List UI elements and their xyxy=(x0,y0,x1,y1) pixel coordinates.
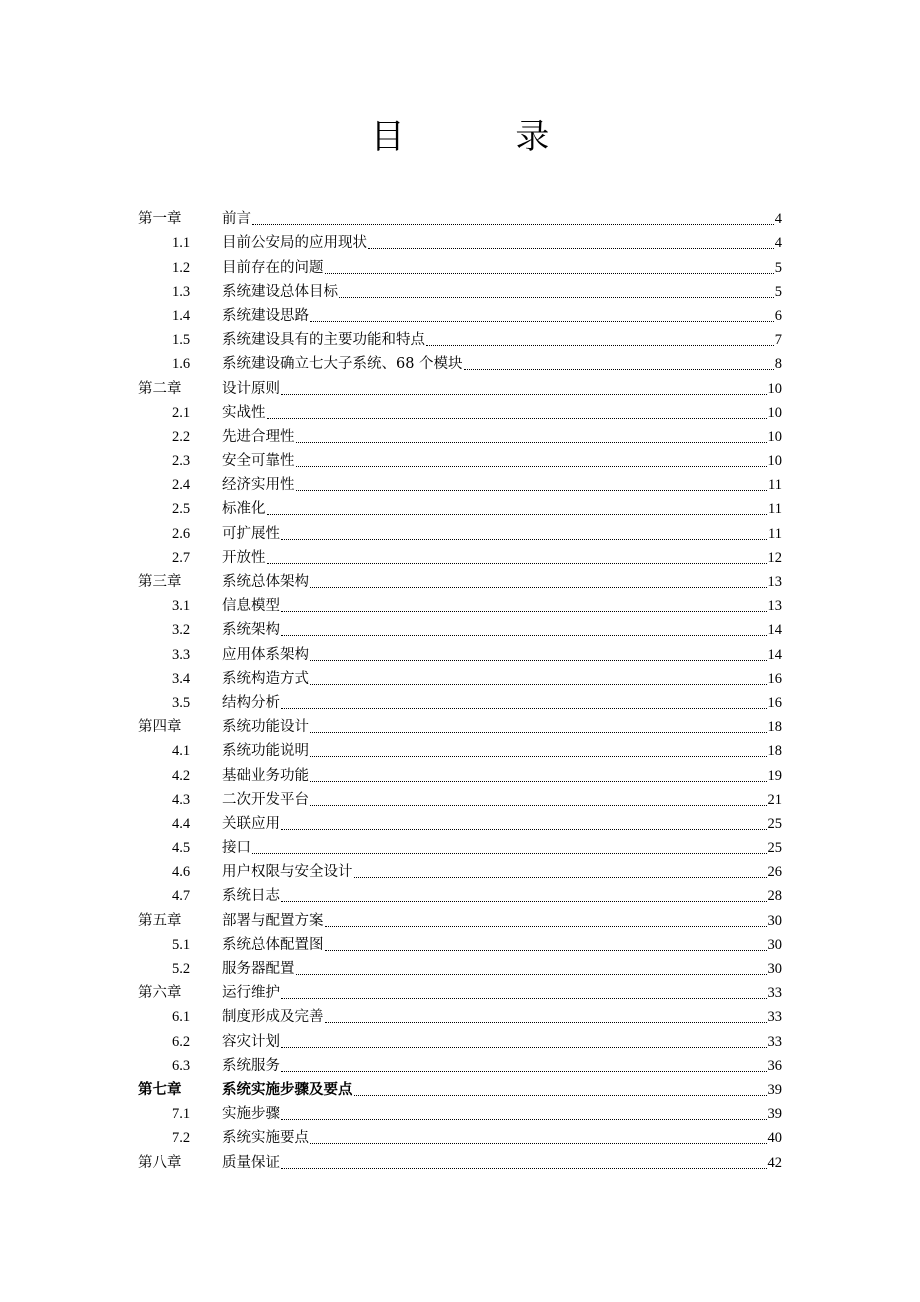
toc-section-entry[interactable] xyxy=(138,1054,782,1078)
toc-dot-leader xyxy=(281,611,767,612)
toc-section-entry[interactable] xyxy=(138,425,782,449)
toc-entry-title: 关联应用 xyxy=(222,815,280,832)
toc-entry-number: 2.5 xyxy=(172,501,191,518)
toc-dot-leader xyxy=(281,635,767,636)
toc-entry-page-number: 14 xyxy=(767,622,782,639)
toc-entry-number: 4.6 xyxy=(172,864,191,881)
toc-entry-number: 7.1 xyxy=(172,1106,191,1123)
toc-entry-number: 4.5 xyxy=(172,840,191,857)
toc-entry-number: 第一章 xyxy=(138,211,182,228)
toc-dot-leader xyxy=(296,442,767,443)
toc-section-entry[interactable] xyxy=(138,642,782,666)
toc-entry-page-number: 42 xyxy=(767,1154,782,1171)
toc-entry-title: 系统功能设计 xyxy=(222,719,309,736)
toc-entry-number: 2.2 xyxy=(172,428,191,445)
toc-entry-number: 2.6 xyxy=(172,525,191,542)
toc-section-entry[interactable] xyxy=(138,1102,782,1126)
toc-dot-leader xyxy=(310,1143,767,1144)
toc-entry-page-number: 19 xyxy=(767,767,782,784)
toc-entry-title: 质量保证 xyxy=(222,1154,280,1171)
toc-section-entry[interactable] xyxy=(138,957,782,981)
toc-entry-title: 信息模型 xyxy=(222,598,280,615)
toc-dot-leader xyxy=(325,950,767,951)
toc-entry-title: 标准化 xyxy=(222,501,266,518)
toc-entry-page-number: 18 xyxy=(767,719,782,736)
toc-entry-title: 系统服务 xyxy=(222,1057,280,1074)
toc-section-entry[interactable] xyxy=(138,304,782,328)
toc-dot-leader xyxy=(310,587,767,588)
toc-entry-title: 系统总体架构 xyxy=(222,574,309,590)
toc-dot-leader xyxy=(281,1071,767,1072)
toc-entry-number: 6.1 xyxy=(172,1009,191,1026)
toc-entry-title: 实战性 xyxy=(222,404,266,421)
toc-entry-title: 开放性 xyxy=(222,549,266,566)
toc-entry-page-number: 13 xyxy=(767,598,782,615)
toc-entry-page-number: 18 xyxy=(767,743,782,760)
toc-entry-page-number: 40 xyxy=(767,1130,782,1147)
toc-section-entry[interactable] xyxy=(138,401,782,425)
toc-entry-number: 1.6 xyxy=(172,356,191,373)
toc-section-entry[interactable] xyxy=(138,618,782,642)
toc-dot-leader xyxy=(267,514,768,515)
toc-entry-number: 1.5 xyxy=(172,332,191,349)
toc-entry-page-number: 28 xyxy=(767,888,782,905)
toc-section-entry[interactable] xyxy=(138,1126,782,1150)
toc-section-entry[interactable] xyxy=(138,1005,782,1029)
toc-entry-page-number: 33 xyxy=(767,1009,782,1026)
toc-entry-title: 先进合理性 xyxy=(222,428,295,445)
toc-dot-leader xyxy=(310,660,767,661)
toc-entry-page-number: 25 xyxy=(767,840,782,857)
toc-chapter-entry[interactable] xyxy=(138,1150,782,1174)
toc-entry-title: 系统实施步骤及要点 xyxy=(222,1080,353,1098)
toc-dot-leader xyxy=(310,684,767,685)
toc-entry-number: 6.2 xyxy=(172,1033,191,1050)
toc-entry-number: 1.2 xyxy=(172,259,191,276)
toc-dot-leader xyxy=(281,901,767,902)
toc-entry-title: 实施步骤 xyxy=(222,1106,280,1123)
toc-entry-number: 第八章 xyxy=(138,1154,182,1171)
toc-entry-title: 基础业务功能 xyxy=(222,767,309,784)
toc-entry-title: 结构分析 xyxy=(222,694,280,711)
toc-entry-title: 二次开发平台 xyxy=(222,791,309,808)
toc-entry-number: 3.1 xyxy=(172,598,191,615)
toc-section-entry[interactable] xyxy=(138,1029,782,1053)
toc-dot-leader xyxy=(281,708,767,709)
toc-entry-page-number: 13 xyxy=(767,574,782,590)
toc-entry-number: 第五章 xyxy=(138,912,182,929)
toc-section-entry[interactable] xyxy=(138,521,782,545)
toc-chapter-entry[interactable] xyxy=(138,376,782,400)
toc-entry-page-number: 16 xyxy=(767,694,782,711)
toc-entry-page-number: 21 xyxy=(767,791,782,808)
toc-entry-number: 1.4 xyxy=(172,307,191,324)
toc-entry-number: 7.2 xyxy=(172,1130,191,1147)
toc-dot-leader xyxy=(281,394,767,395)
toc-list xyxy=(138,207,782,1175)
toc-dot-leader xyxy=(296,974,767,975)
toc-entry-number: 4.2 xyxy=(172,767,191,784)
toc-entry-number: 4.7 xyxy=(172,888,191,905)
toc-dot-leader xyxy=(368,248,774,249)
toc-entry-title: 系统建设总体目标 xyxy=(222,283,338,300)
toc-entry-title: 设计原则 xyxy=(222,380,280,397)
toc-entry-title: 接口 xyxy=(222,840,251,857)
toc-chapter-entry[interactable] xyxy=(138,715,782,739)
toc-entry-title: 运行维护 xyxy=(222,985,280,1002)
toc-entry-title: 系统日志 xyxy=(222,888,280,905)
toc-dot-leader xyxy=(354,877,767,878)
toc-entry-page-number: 39 xyxy=(767,1106,782,1123)
toc-dot-leader xyxy=(281,998,767,999)
toc-entry-page-number: 33 xyxy=(767,1033,782,1050)
toc-entry-page-number: 5 xyxy=(774,259,782,276)
toc-entry-page-number: 11 xyxy=(768,501,782,518)
toc-section-entry[interactable] xyxy=(138,473,782,497)
toc-dot-leader xyxy=(464,369,774,370)
toc-entry-title: 服务器配置 xyxy=(222,961,295,977)
toc-dot-leader xyxy=(252,853,767,854)
toc-entry-number: 5.2 xyxy=(172,961,191,977)
toc-entry-page-number: 25 xyxy=(767,815,782,832)
toc-entry-title: 系统功能说明 xyxy=(222,743,309,760)
toc-entry-title: 目前存在的问题 xyxy=(222,259,324,276)
toc-entry-page-number: 8 xyxy=(774,356,782,373)
toc-dot-leader xyxy=(252,224,774,225)
toc-dot-leader xyxy=(281,1047,767,1048)
toc-chapter-entry[interactable] xyxy=(138,207,782,231)
toc-entry-title: 容灾计划 xyxy=(222,1033,280,1050)
toc-dot-leader xyxy=(281,1168,767,1169)
toc-section-entry[interactable] xyxy=(138,763,782,787)
toc-entry-number: 第四章 xyxy=(138,719,182,736)
toc-entry-page-number: 4 xyxy=(774,235,782,252)
toc-dot-leader xyxy=(426,345,774,346)
toc-entry-number: 2.7 xyxy=(172,549,191,566)
toc-entry-number: 第二章 xyxy=(138,380,182,397)
toc-section-entry[interactable] xyxy=(138,933,782,957)
toc-entry-number: 1.1 xyxy=(172,235,191,252)
toc-entry-number: 2.4 xyxy=(172,477,191,494)
toc-chapter-entry[interactable] xyxy=(138,570,782,594)
toc-dot-leader xyxy=(267,418,767,419)
toc-entry-title: 部署与配置方案 xyxy=(222,912,324,929)
toc-dot-leader xyxy=(325,1022,767,1023)
toc-entry-title: 制度形成及完善 xyxy=(222,1009,324,1026)
toc-dot-leader xyxy=(310,781,767,782)
toc-entry-number: 第七章 xyxy=(138,1080,182,1098)
toc-section-entry[interactable] xyxy=(138,352,782,376)
toc-entry-page-number: 11 xyxy=(768,477,782,494)
toc-entry-number: 3.4 xyxy=(172,670,191,687)
toc-entry-title: 系统构造方式 xyxy=(222,670,309,687)
toc-entry-number: 4.1 xyxy=(172,743,191,760)
toc-entry-number: 4.3 xyxy=(172,791,191,808)
toc-dot-leader xyxy=(281,539,767,540)
toc-entry-page-number: 30 xyxy=(767,912,782,929)
toc-entry-page-number: 10 xyxy=(767,453,782,470)
toc-entry-title: 系统建设思路 xyxy=(222,307,309,324)
toc-entry-number: 第六章 xyxy=(138,985,182,1002)
toc-section-entry[interactable] xyxy=(138,691,782,715)
toc-entry-title: 系统实施要点 xyxy=(222,1130,309,1147)
toc-entry-number: 第三章 xyxy=(138,574,182,590)
toc-entry-number: 6.3 xyxy=(172,1057,191,1074)
toc-section-entry[interactable] xyxy=(138,884,782,908)
toc-dot-leader xyxy=(310,732,767,733)
toc-entry-title: 目前公安局的应用现状 xyxy=(222,235,367,252)
toc-dot-leader xyxy=(354,1095,767,1096)
toc-section-entry[interactable] xyxy=(138,255,782,279)
toc-section-entry[interactable] xyxy=(138,546,782,570)
toc-section-entry[interactable] xyxy=(138,231,782,255)
page-title: 目 录 xyxy=(370,117,600,157)
toc-dot-leader xyxy=(310,805,767,806)
toc-dot-leader xyxy=(310,756,767,757)
toc-entry-title: 应用体系架构 xyxy=(222,646,309,663)
toc-entry-title: 系统架构 xyxy=(222,622,280,639)
toc-section-entry[interactable] xyxy=(138,497,782,521)
toc-entry-page-number: 26 xyxy=(767,864,782,881)
toc-entry-page-number: 7 xyxy=(774,332,782,349)
toc-entry-page-number: 4 xyxy=(774,211,782,228)
toc-section-entry[interactable] xyxy=(138,667,782,691)
toc-entry-number: 2.3 xyxy=(172,453,191,470)
toc-entry-number: 2.1 xyxy=(172,404,191,421)
toc-entry-title: 系统建设确立七大子系统、68 个模块 xyxy=(222,356,463,373)
toc-chapter-entry[interactable] xyxy=(138,908,782,932)
toc-dot-leader xyxy=(296,490,768,491)
toc-entry-page-number: 6 xyxy=(774,307,782,324)
toc-entry-page-number: 10 xyxy=(767,380,782,397)
toc-dot-leader xyxy=(281,1119,767,1120)
toc-entry-page-number: 36 xyxy=(767,1057,782,1074)
toc-section-entry[interactable] xyxy=(138,739,782,763)
toc-entry-page-number: 30 xyxy=(767,936,782,953)
toc-entry-title: 可扩展性 xyxy=(222,525,280,542)
toc-section-entry[interactable] xyxy=(138,449,782,473)
toc-section-entry[interactable] xyxy=(138,328,782,352)
toc-entry-number: 3.3 xyxy=(172,646,191,663)
toc-entry-title: 系统建设具有的主要功能和特点 xyxy=(222,332,425,349)
toc-entry-number: 5.1 xyxy=(172,936,191,953)
toc-chapter-entry[interactable] xyxy=(138,1078,782,1102)
toc-entry-page-number: 11 xyxy=(768,525,782,542)
toc-entry-page-number: 33 xyxy=(767,985,782,1002)
toc-entry-page-number: 14 xyxy=(767,646,782,663)
toc-dot-leader xyxy=(281,829,767,830)
toc-dot-leader xyxy=(267,563,767,564)
toc-entry-number: 4.4 xyxy=(172,815,191,832)
toc-dot-leader xyxy=(325,926,767,927)
toc-entry-title: 经济实用性 xyxy=(222,477,295,494)
toc-entry-title: 系统总体配置图 xyxy=(222,936,324,953)
toc-dot-leader xyxy=(339,297,774,298)
toc-entry-page-number: 10 xyxy=(767,428,782,445)
toc-entry-title: 安全可靠性 xyxy=(222,453,295,470)
toc-entry-title: 用户权限与安全设计 xyxy=(222,864,353,881)
toc-entry-page-number: 39 xyxy=(767,1081,782,1098)
toc-section-entry[interactable] xyxy=(138,788,782,812)
toc-entry-title: 前言 xyxy=(222,211,251,228)
toc-dot-leader xyxy=(296,466,767,467)
toc-section-entry[interactable] xyxy=(138,280,782,304)
toc-section-entry[interactable] xyxy=(138,860,782,884)
toc-entry-page-number: 30 xyxy=(767,961,782,977)
toc-entry-number: 3.2 xyxy=(172,622,191,639)
toc-entry-number: 1.3 xyxy=(172,283,191,300)
toc-entry-page-number: 5 xyxy=(774,283,782,300)
toc-entry-page-number: 12 xyxy=(767,549,782,566)
toc-dot-leader xyxy=(325,273,774,274)
toc-entry-page-number: 10 xyxy=(767,404,782,421)
toc-entry-number: 3.5 xyxy=(172,694,191,711)
toc-section-entry[interactable] xyxy=(138,812,782,836)
toc-chapter-entry[interactable] xyxy=(138,981,782,1005)
toc-section-entry[interactable] xyxy=(138,594,782,618)
toc-entry-page-number: 16 xyxy=(767,670,782,687)
toc-dot-leader xyxy=(310,321,774,322)
toc-section-entry[interactable] xyxy=(138,836,782,860)
